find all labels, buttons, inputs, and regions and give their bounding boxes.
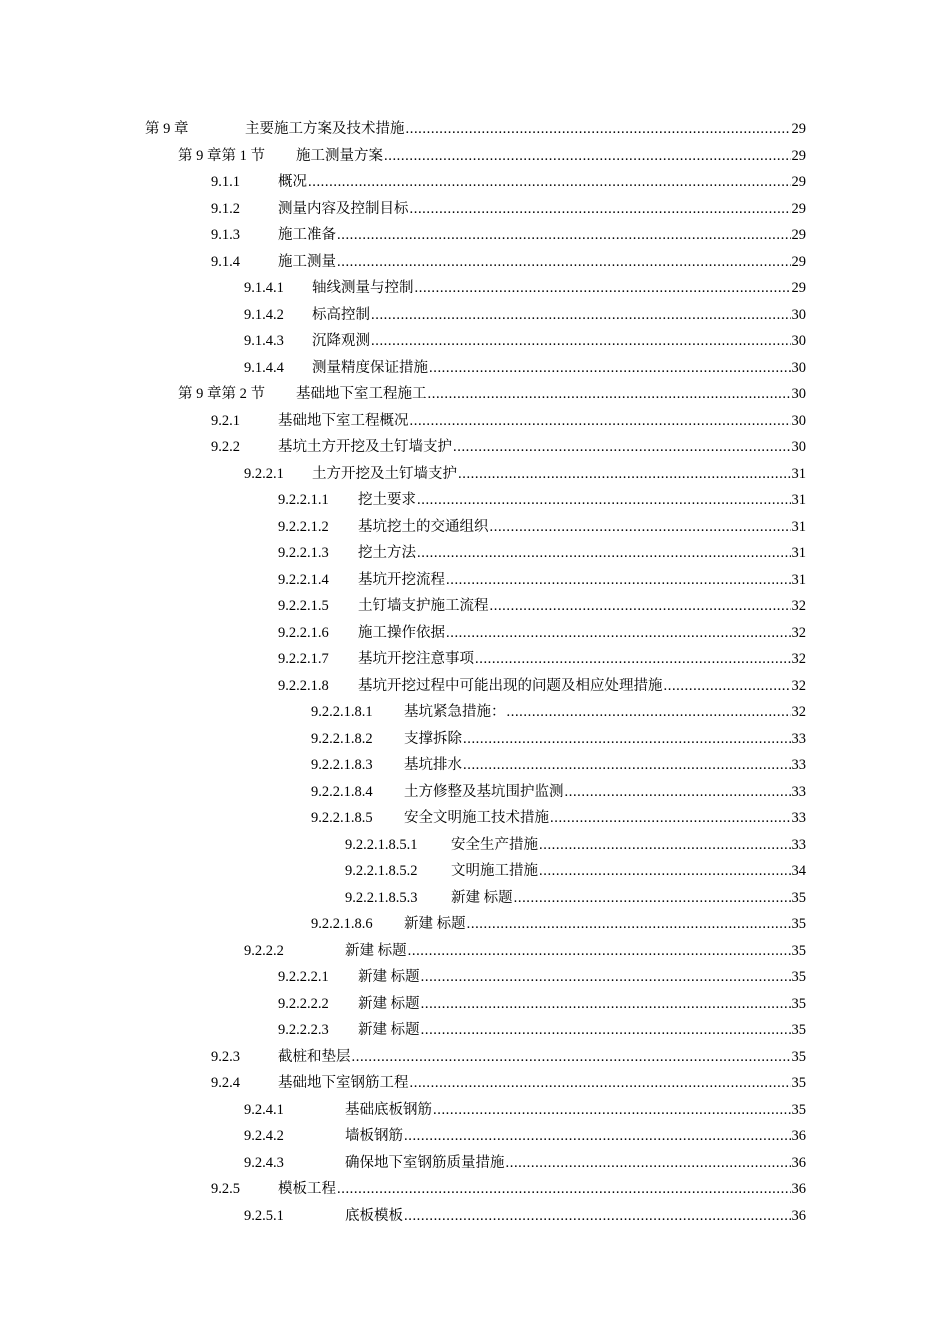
toc-dot-leader [507, 699, 791, 726]
toc-dot-leader [421, 964, 791, 991]
toc-entry[interactable] [0, 805, 950, 832]
toc-dot-leader [428, 381, 791, 408]
toc-dot-leader [410, 1070, 791, 1097]
toc-dot-leader [371, 328, 791, 355]
toc-entry-page-number: 30 [791, 439, 806, 455]
toc-entry-page-number: 31 [791, 571, 806, 588]
toc-entry-number: 9.2.2.1.8.6 [311, 916, 373, 932]
toc-entry-number: 9.1.4.4 [244, 359, 284, 376]
toc-entry[interactable] [0, 169, 950, 196]
toc-entry-title: 基坑开挖注意事项 [358, 651, 474, 667]
toc-entry-number: 9.1.2 [211, 200, 240, 217]
toc-dot-leader [550, 805, 791, 832]
toc-entry-number: 第 9 章第 1 节 [178, 147, 265, 164]
toc-entry-title: 新建 标题 [358, 995, 420, 1012]
toc-dot-leader [415, 275, 791, 302]
toc-dot-leader [408, 938, 791, 965]
toc-entry-title: 施工准备 [278, 227, 336, 243]
toc-entry-title: 截桩和垫层 [278, 1048, 351, 1065]
toc-entry-page-number: 29 [791, 174, 806, 190]
toc-entry-title: 基础地下室工程施工 [296, 386, 427, 402]
toc-entry-page-number: 29 [791, 227, 806, 243]
toc-entry-title: 土方开挖及土钉墙支护 [312, 465, 457, 482]
toc-entry-title: 测量精度保证措施 [312, 359, 428, 376]
toc-entry-page-number: 35 [791, 889, 806, 906]
toc-entry[interactable] [0, 620, 950, 647]
toc-entry-number: 9.2.4.1 [244, 1101, 284, 1118]
toc-entry[interactable] [0, 726, 950, 753]
toc-entry[interactable] [0, 752, 950, 779]
toc-entry-title: 新建 标题 [451, 889, 513, 906]
toc-entry-number: 9.2.3 [211, 1048, 240, 1065]
toc-entry-page-number: 29 [791, 253, 806, 270]
toc-entry-title: 基坑排水 [404, 757, 462, 773]
toc-entry-page-number: 29 [791, 200, 806, 217]
toc-entry-page-number: 35 [791, 1101, 806, 1118]
toc-entry-number: 9.2.2.1.7 [278, 651, 329, 667]
toc-entry[interactable] [0, 434, 950, 461]
toc-entry-title: 基础底板钢筋 [345, 1101, 432, 1118]
toc-entry-page-number: 29 [791, 147, 806, 164]
toc-entry-page-number: 31 [791, 545, 806, 561]
toc-entry-title: 挖土方法 [358, 545, 416, 561]
toc-entry-title: 主要施工方案及技术措施 [245, 121, 405, 137]
toc-entry-number: 9.1.4.2 [244, 306, 284, 323]
toc-dot-leader [433, 1097, 791, 1124]
toc-entry-page-number: 32 [791, 624, 806, 641]
toc-dot-leader [404, 1203, 791, 1230]
toc-dot-leader [417, 540, 791, 567]
toc-entry-number: 9.2.2.1.4 [278, 571, 329, 588]
table-of-contents [0, 116, 950, 1229]
toc-dot-leader [458, 461, 791, 488]
toc-dot-leader [463, 752, 791, 779]
toc-entry[interactable] [0, 938, 950, 965]
toc-dot-leader [337, 222, 791, 249]
toc-entry-number: 9.2.4.3 [244, 1154, 284, 1171]
toc-entry[interactable] [0, 779, 950, 806]
toc-entry-title: 基坑土方开挖及土钉墙支护 [278, 439, 452, 455]
toc-dot-leader [421, 1017, 791, 1044]
toc-entry[interactable] [0, 699, 950, 726]
toc-entry-page-number: 35 [791, 1022, 806, 1038]
toc-entry-page-number: 31 [791, 518, 806, 535]
toc-entry-title: 底板模板 [345, 1207, 403, 1224]
toc-entry-page-number: 35 [791, 916, 806, 932]
toc-entry[interactable] [0, 1203, 950, 1230]
toc-entry-number: 9.1.1 [211, 174, 240, 190]
toc-entry-page-number: 36 [791, 1207, 806, 1224]
toc-entry-title: 施工测量 [278, 253, 336, 270]
toc-entry-number: 9.2.2.1.8 [278, 677, 329, 694]
toc-entry-number: 9.2.2.2.3 [278, 1022, 329, 1038]
toc-entry-number: 9.2.2.1.8.4 [311, 783, 373, 800]
toc-entry-title: 标高控制 [312, 306, 370, 323]
toc-entry-page-number: 30 [791, 333, 806, 349]
toc-entry-page-number: 30 [791, 359, 806, 376]
toc-dot-leader [371, 302, 791, 329]
toc-dot-leader [421, 991, 791, 1018]
toc-entry[interactable] [0, 885, 950, 912]
toc-entry-page-number: 35 [791, 1048, 806, 1065]
toc-entry[interactable] [0, 593, 950, 620]
toc-entry-title: 安全文明施工技术措施 [404, 810, 549, 826]
toc-entry[interactable] [0, 381, 950, 408]
toc-entry[interactable] [0, 487, 950, 514]
toc-dot-leader [490, 593, 791, 620]
toc-entry-number: 9.2.2 [211, 439, 240, 455]
toc-entry-title: 模板工程 [278, 1181, 336, 1197]
toc-entry[interactable] [0, 328, 950, 355]
toc-entry-title: 挖土要求 [358, 492, 416, 508]
toc-entry-page-number: 35 [791, 1075, 806, 1091]
toc-dot-leader [539, 832, 791, 859]
toc-entry[interactable] [0, 196, 950, 223]
toc-entry-title: 安全生产措施 [451, 836, 538, 853]
toc-entry-number: 9.2.5 [211, 1181, 240, 1197]
toc-entry[interactable] [0, 911, 950, 938]
toc-entry[interactable] [0, 964, 950, 991]
toc-entry-number: 9.2.2.1.8.5.2 [345, 863, 418, 879]
toc-entry-title: 沉降观测 [312, 333, 370, 349]
toc-entry-page-number: 30 [791, 306, 806, 323]
toc-entry-page-number: 32 [791, 651, 806, 667]
toc-entry[interactable] [0, 567, 950, 594]
toc-entry[interactable] [0, 116, 950, 143]
toc-dot-leader [352, 1044, 791, 1071]
toc-entry-number: 9.2.2.1.8.5.3 [345, 889, 418, 906]
toc-dot-leader [664, 673, 791, 700]
toc-entry-page-number: 35 [791, 995, 806, 1012]
toc-entry-title: 新建 标题 [404, 916, 466, 932]
toc-dot-leader [463, 726, 791, 753]
toc-entry-title: 墙板钢筋 [345, 1128, 403, 1144]
toc-entry-page-number: 33 [791, 783, 806, 800]
toc-entry-title: 新建 标题 [358, 969, 420, 985]
toc-entry-number: 9.2.1 [211, 412, 240, 429]
toc-entry-page-number: 29 [791, 280, 806, 296]
toc-dot-leader [565, 779, 791, 806]
toc-entry[interactable] [0, 461, 950, 488]
toc-entry-title: 测量内容及控制目标 [278, 200, 409, 217]
toc-dot-leader [384, 143, 791, 170]
toc-dot-leader [337, 1176, 791, 1203]
toc-entry-page-number: 36 [791, 1128, 806, 1144]
toc-dot-leader [475, 646, 791, 673]
toc-entry-title: 新建 标题 [345, 942, 407, 959]
toc-entry-number: 9.2.2.1.3 [278, 545, 329, 561]
toc-dot-leader [446, 620, 791, 647]
toc-entry-title: 支撑拆除 [404, 730, 462, 747]
toc-entry-title: 施工测量方案 [296, 147, 383, 164]
toc-entry-number: 9.2.2.1.8.5.1 [345, 836, 418, 853]
toc-entry-number: 9.2.2.1.8.1 [311, 704, 373, 720]
toc-entry-title: 基坑开挖流程 [358, 571, 445, 588]
toc-entry-title: 确保地下室钢筋质量措施 [345, 1154, 505, 1171]
toc-entry[interactable] [0, 1070, 950, 1097]
toc-entry-page-number: 34 [791, 863, 806, 879]
toc-entry-number: 9.1.4.3 [244, 333, 284, 349]
toc-entry-page-number: 33 [791, 836, 806, 853]
toc-entry-page-number: 32 [791, 598, 806, 614]
toc-dot-leader [417, 487, 791, 514]
toc-entry-number: 9.2.2.1.8.5 [311, 810, 373, 826]
toc-entry-number: 9.2.2.1 [244, 465, 284, 482]
toc-entry[interactable] [0, 302, 950, 329]
toc-entry-number: 9.2.2.1.8.3 [311, 757, 373, 773]
toc-entry[interactable] [0, 1123, 950, 1150]
toc-entry-page-number: 32 [791, 677, 806, 694]
toc-entry-page-number: 35 [791, 942, 806, 959]
toc-entry-number: 9.2.2.1.8.2 [311, 730, 373, 747]
toc-entry-number: 9.2.2.1.1 [278, 492, 329, 508]
toc-entry[interactable] [0, 858, 950, 885]
toc-dot-leader [490, 514, 791, 541]
toc-dot-leader [308, 169, 791, 196]
toc-entry-page-number: 33 [791, 810, 806, 826]
toc-entry[interactable] [0, 646, 950, 673]
toc-entry-title: 基础地下室工程概况 [278, 412, 409, 429]
toc-entry-number: 9.2.2.2.1 [278, 969, 329, 985]
toc-entry-page-number: 35 [791, 969, 806, 985]
toc-entry-title: 新建 标题 [358, 1022, 420, 1038]
toc-dot-leader [404, 1123, 791, 1150]
toc-entry-number: 9.2.2.1.6 [278, 624, 329, 641]
toc-entry[interactable] [0, 1044, 950, 1071]
toc-entry[interactable] [0, 222, 950, 249]
toc-entry-page-number: 33 [791, 757, 806, 773]
toc-entry[interactable] [0, 1017, 950, 1044]
toc-entry[interactable] [0, 1176, 950, 1203]
toc-dot-leader [410, 196, 791, 223]
toc-entry[interactable] [0, 249, 950, 276]
toc-entry-page-number: 36 [791, 1154, 806, 1171]
toc-entry-number: 9.1.3 [211, 227, 240, 243]
toc-entry-title: 概况 [278, 174, 307, 190]
toc-dot-leader [446, 567, 791, 594]
toc-entry-page-number: 31 [791, 492, 806, 508]
toc-entry-title: 土方修整及基坑围护监测 [404, 783, 564, 800]
toc-entry-page-number: 29 [791, 121, 806, 137]
toc-entry-title: 基坑紧急措施： [404, 704, 506, 720]
toc-entry-page-number: 32 [791, 704, 806, 720]
toc-entry-number: 9.2.2.1.5 [278, 598, 329, 614]
toc-entry-number: 9.1.4 [211, 253, 240, 270]
toc-dot-leader [467, 911, 791, 938]
toc-entry-page-number: 31 [791, 465, 806, 482]
toc-entry-number: 9.2.2.1.2 [278, 518, 329, 535]
toc-entry-number: 9.2.5.1 [244, 1207, 284, 1224]
toc-entry-number: 9.2.4 [211, 1075, 240, 1091]
toc-entry-title: 基础地下室钢筋工程 [278, 1075, 409, 1091]
toc-entry-title: 轴线测量与控制 [312, 280, 414, 296]
toc-entry-number: 9.2.4.2 [244, 1128, 284, 1144]
toc-entry-number: 9.2.2.2.2 [278, 995, 329, 1012]
toc-entry-number: 第 9 章 [145, 121, 189, 137]
toc-entry-number: 9.2.2.2 [244, 942, 284, 959]
toc-dot-leader [539, 858, 791, 885]
toc-entry-title: 土钉墙支护施工流程 [358, 598, 489, 614]
toc-entry[interactable] [0, 275, 950, 302]
toc-entry-number: 第 9 章第 2 节 [178, 386, 265, 402]
toc-dot-leader [506, 1150, 791, 1177]
toc-entry-title: 文明施工措施 [451, 863, 538, 879]
toc-entry[interactable] [0, 832, 950, 859]
toc-entry-page-number: 33 [791, 730, 806, 747]
toc-entry[interactable] [0, 355, 950, 382]
toc-dot-leader [514, 885, 791, 912]
toc-dot-leader [410, 408, 791, 435]
toc-dot-leader [406, 116, 791, 143]
toc-entry[interactable] [0, 1150, 950, 1177]
toc-entry-title: 基坑开挖过程中可能出现的问题及相应处理措施 [358, 677, 663, 694]
toc-entry[interactable] [0, 408, 950, 435]
toc-entry-title: 施工操作依据 [358, 624, 445, 641]
toc-entry[interactable] [0, 673, 950, 700]
toc-entry-title: 基坑挖土的交通组织 [358, 518, 489, 535]
toc-entry-page-number: 36 [791, 1181, 806, 1197]
toc-dot-leader [337, 249, 791, 276]
toc-entry-page-number: 30 [791, 386, 806, 402]
toc-entry[interactable] [0, 1097, 950, 1124]
toc-entry-number: 9.1.4.1 [244, 280, 284, 296]
toc-entry[interactable] [0, 540, 950, 567]
toc-dot-leader [453, 434, 791, 461]
toc-dot-leader [429, 355, 791, 382]
toc-entry[interactable] [0, 991, 950, 1018]
toc-entry[interactable] [0, 514, 950, 541]
toc-entry-page-number: 30 [791, 412, 806, 429]
toc-entry[interactable] [0, 143, 950, 170]
